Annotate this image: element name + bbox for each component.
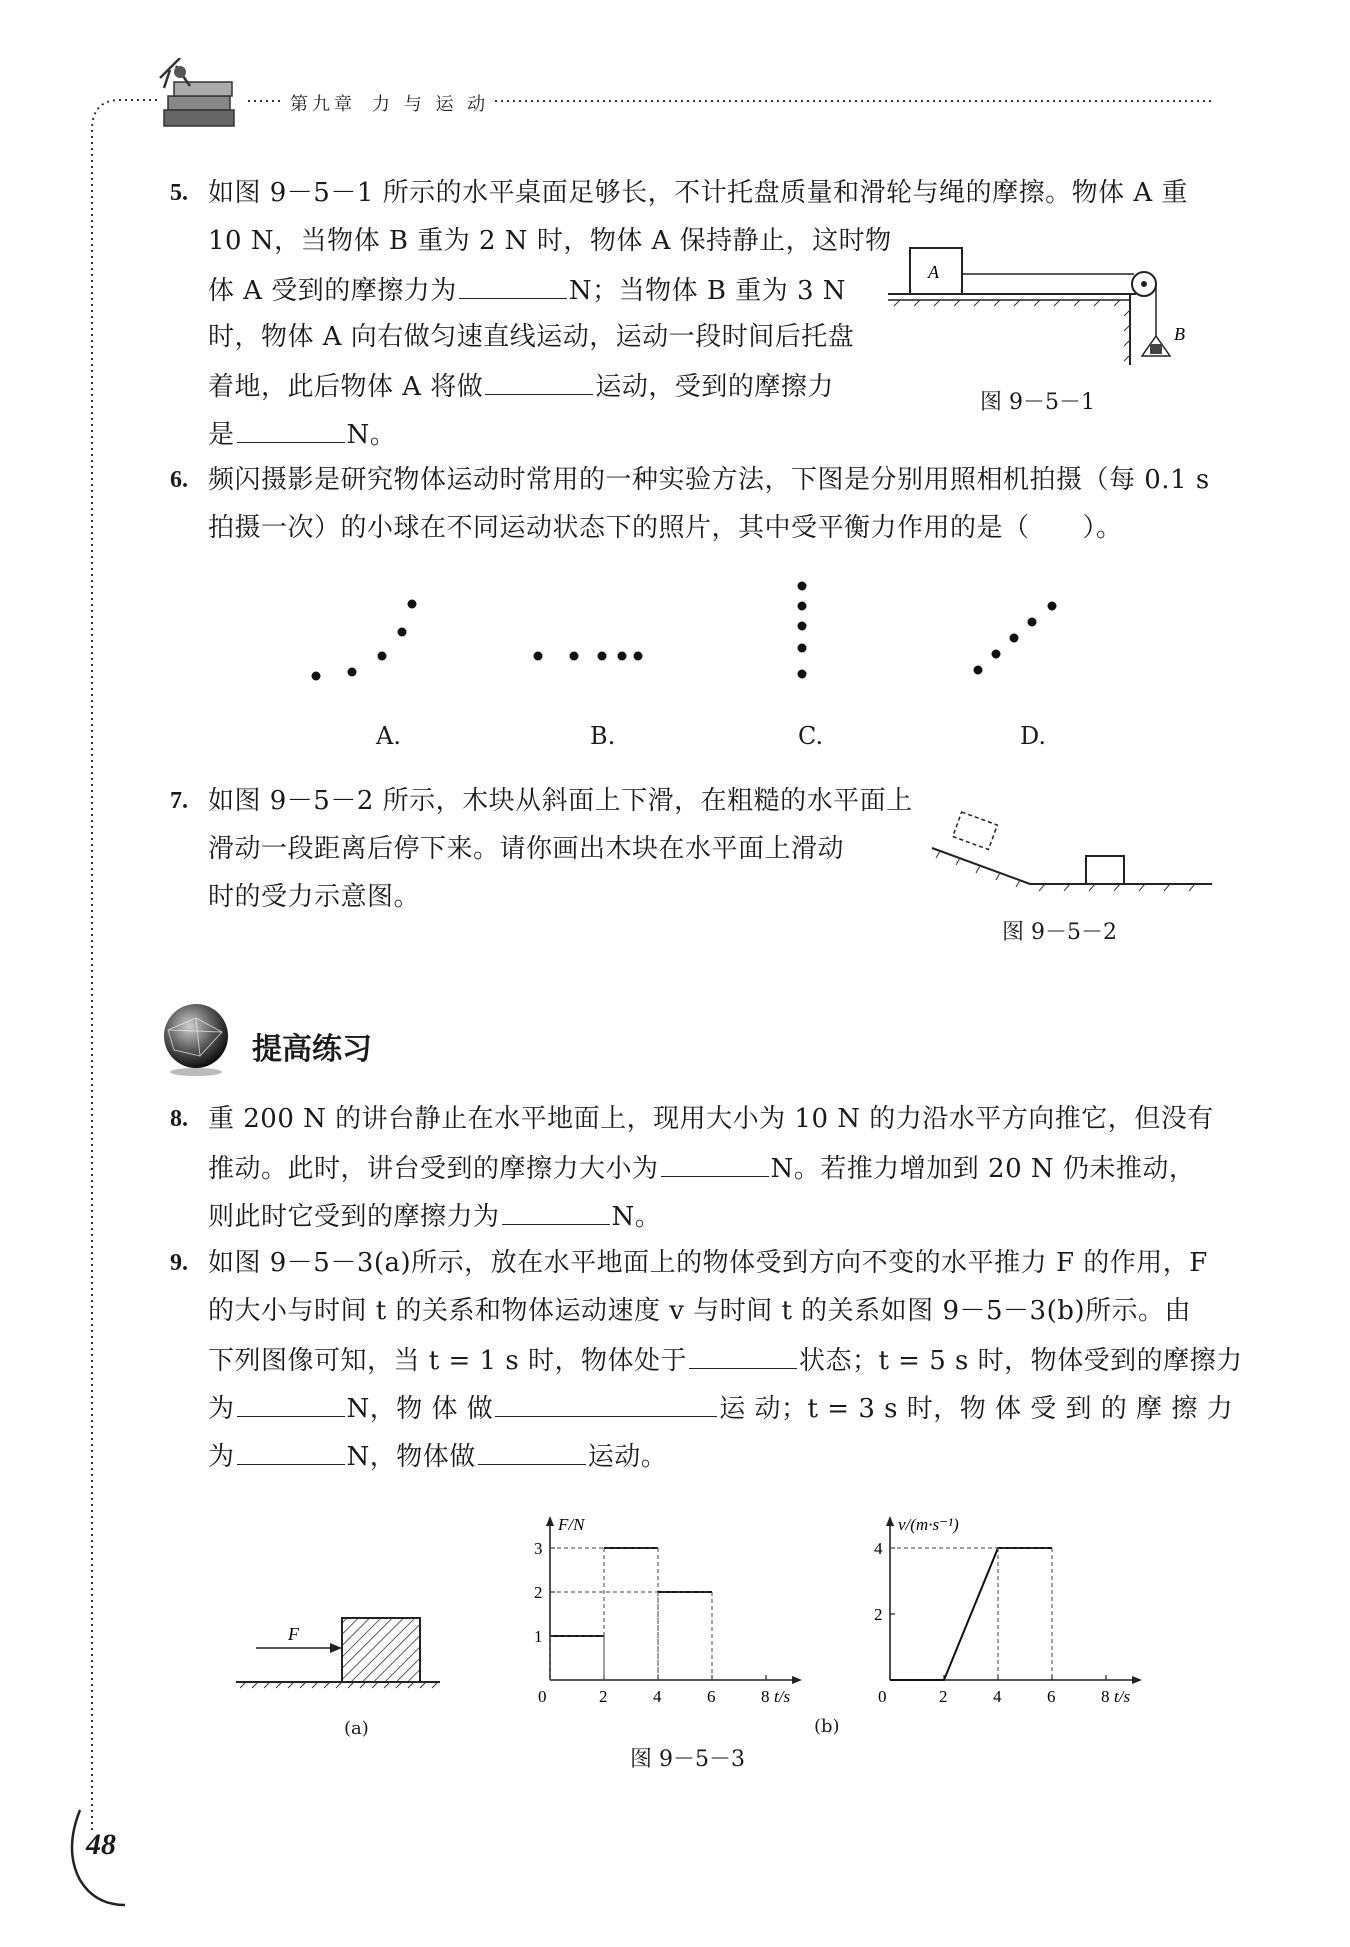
y-axis-arrow <box>886 1516 894 1526</box>
answer-blank[interactable] <box>485 370 593 395</box>
y-axis-label: F/N <box>558 1515 585 1534</box>
y-tick-label: 2 <box>874 1605 883 1624</box>
question-number: 5. <box>170 180 188 206</box>
strobe-photos <box>280 570 1080 700</box>
x-tick-label: 2 <box>939 1687 948 1706</box>
q7-line: 时的受力示意图。 <box>208 882 421 912</box>
q9-line <box>208 1392 1233 1424</box>
photo-b-dots <box>534 652 643 661</box>
block-a-label: A <box>928 262 939 282</box>
photo-a-dots <box>312 600 417 681</box>
figure-a-block <box>230 1610 450 1690</box>
q9-text: N，物 体 做 <box>346 1394 494 1424</box>
y-tick-label: 3 <box>534 1539 543 1558</box>
answer-blank[interactable] <box>459 274 567 299</box>
q9-text: 下列图像可知，当 t = 1 s 时，物体处于 <box>208 1346 687 1376</box>
x-axis-label: t/s <box>1114 1687 1131 1706</box>
q8-text: 则此时它受到的摩擦力为 <box>208 1202 500 1232</box>
q5-text: 是 <box>208 420 235 450</box>
q5-text: 体 A 受到的摩擦力为 <box>208 276 457 306</box>
q9-line <box>208 1440 667 1472</box>
globe-icon <box>156 998 236 1078</box>
photo-d-dots <box>974 602 1057 675</box>
x-tick-label: 2 <box>599 1687 608 1706</box>
q9-text: 为 <box>208 1442 235 1472</box>
x-tick-label: 8 <box>761 1687 770 1706</box>
x-axis-arrow <box>792 1676 802 1684</box>
q5-text: 着地，此后物体 A 将做 <box>208 372 484 402</box>
header-title: 力 与 运 动 <box>372 94 490 115</box>
y-tick-label: 4 <box>874 1539 883 1558</box>
q5-line <box>208 418 396 450</box>
q9-text: 为 <box>208 1394 235 1424</box>
q5-text: N；当物体 B 重为 3 N <box>568 276 847 306</box>
x-axis-arrow <box>1132 1676 1142 1684</box>
answer-blank[interactable] <box>661 1152 769 1177</box>
force-label: F <box>288 1624 299 1644</box>
x-tick-label: 0 <box>878 1687 887 1706</box>
q9-text: 状态；t = 5 s 时，物体受到的摩擦力 <box>798 1346 1243 1376</box>
y-axis-label: v/(m·s⁻¹) <box>898 1515 959 1534</box>
figure-caption: 图 9－5－3 <box>630 1747 745 1772</box>
book-stack-icon <box>150 58 250 138</box>
answer-blank[interactable] <box>689 1344 797 1369</box>
q5-line: 如图 9－5－1 所示的水平桌面足够长，不计托盘质量和滑轮与绳的摩擦。物体 A 重 <box>208 178 1188 208</box>
q9-text: 运动。 <box>587 1442 668 1472</box>
question-number: 7. <box>170 788 188 814</box>
answer-blank[interactable] <box>502 1200 610 1225</box>
figure-incline-block <box>920 800 1220 900</box>
q5-line <box>208 274 846 306</box>
x-tick-label: 6 <box>1047 1687 1056 1706</box>
q8-text: 推动。此时，讲台受到的摩擦力大小为 <box>208 1154 659 1184</box>
option-c: C. <box>798 722 824 750</box>
q8-line <box>208 1152 1195 1184</box>
q5-line: 10 N，当物体 B 重为 2 N 时，物体 A 保持静止，这时物 <box>208 226 892 256</box>
page-number: 48 <box>86 1828 116 1861</box>
y-tick-label: 2 <box>534 1583 543 1602</box>
answer-blank[interactable] <box>237 1392 345 1417</box>
y-tick-label: 1 <box>534 1627 543 1646</box>
force-time-chart <box>520 1510 810 1710</box>
q5-text: N。 <box>346 420 397 450</box>
header-chapter: 第九章 <box>290 94 356 115</box>
q5-line: 时，物体 A 向右做匀速直线运动，运动一段时间后托盘 <box>208 322 855 352</box>
answer-blank[interactable] <box>237 418 345 443</box>
section-title: 提高练习 <box>252 1032 372 1067</box>
answer-blank[interactable] <box>237 1440 345 1465</box>
q8-text: N。 <box>611 1202 662 1232</box>
q5-line <box>208 370 834 402</box>
velocity-time-chart <box>860 1510 1150 1710</box>
q7-line: 如图 9－5－2 所示，木块从斜面上下滑，在粗糙的水平面上 <box>208 786 913 816</box>
figure-b-label: (b) <box>814 1716 840 1737</box>
q9-text: 运 动；t = 3 s 时，物 体 受 到 的 摩 擦 力 <box>719 1394 1234 1424</box>
option-a: A. <box>376 722 401 750</box>
q8-line: 重 200 N 的讲台静止在水平地面上，现用大小为 10 N 的力沿水平方向推它，但没有 <box>208 1104 1214 1134</box>
x-tick-label: 0 <box>538 1687 547 1706</box>
q8-line <box>208 1200 661 1232</box>
q9-line: 如图 9－5－3(a)所示，放在水平地面上的物体受到方向不变的水平推力 F 的作用，F <box>208 1248 1208 1278</box>
option-b: B. <box>590 722 616 750</box>
y-axis-arrow <box>546 1516 554 1526</box>
figure-table-pulley <box>880 240 1220 370</box>
photo-c-dots <box>798 582 807 679</box>
data-line <box>890 1548 1052 1680</box>
figure-a-label: (a) <box>344 1718 369 1739</box>
q6-line: 频闪摄影是研究物体运动时常用的一种实验方法，下图是分别用照相机拍摄（每 0.1 s <box>208 465 1210 495</box>
q5-text: 运动，受到的摩擦力 <box>595 372 834 402</box>
question-number: 8. <box>170 1106 188 1132</box>
answer-blank[interactable] <box>478 1440 586 1465</box>
x-tick-label: 4 <box>993 1687 1002 1706</box>
q6-line: 拍摄一次）的小球在不同运动状态下的照片，其中受平衡力作用的是（ ）。 <box>208 513 1123 543</box>
x-tick-label: 6 <box>707 1687 716 1706</box>
x-tick-label: 8 <box>1101 1687 1110 1706</box>
block-b-label: B <box>1174 324 1185 344</box>
figure-caption: 图 9－5－1 <box>980 390 1095 415</box>
question-number: 9. <box>170 1250 188 1276</box>
q7-line: 滑动一段距离后停下来。请你画出木块在水平面上滑动 <box>208 834 845 864</box>
figure-caption: 图 9－5－2 <box>1002 920 1117 945</box>
q9-line: 的大小与时间 t 的关系和物体运动速度 v 与时间 t 的关系如图 9－5－3(b)所示。由 <box>208 1296 1191 1326</box>
answer-blank[interactable] <box>495 1392 717 1417</box>
q9-line <box>208 1344 1243 1376</box>
option-d: D. <box>1020 722 1047 750</box>
x-axis-label: t/s <box>774 1687 791 1706</box>
x-tick-label: 4 <box>653 1687 662 1706</box>
q9-text: N，物体做 <box>346 1442 476 1472</box>
question-number: 6. <box>170 467 188 493</box>
q8-text: N。若推力增加到 20 N 仍未推动， <box>770 1154 1196 1184</box>
